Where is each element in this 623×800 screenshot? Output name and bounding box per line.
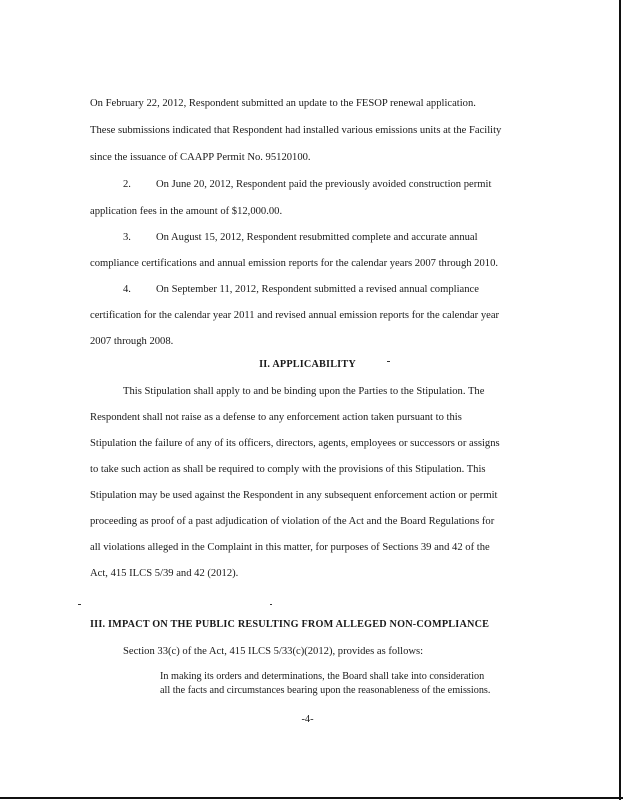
section-heading-applicability: II. APPLICABILITY [259,359,356,370]
paragraph-line: Section 33(c) of the Act, 415 ILCS 5/33(c)(2012), provides as follows: [123,646,424,657]
scan-speck [387,361,390,362]
paragraph-line: On February 22, 2012, Respondent submitted an update to the FESOP renewal application. [90,98,476,109]
paragraph-line: Act, 415 ILCS 5/39 and 42 (2012). [90,568,239,579]
paragraph-line: since the issuance of CAAPP Permit No. 95120100. [90,152,311,163]
page-number: -4- [301,714,314,725]
item-text: On August 15, 2012, Respondent resubmitted complete and accurate annual [156,232,478,243]
numbered-item-3 [123,231,535,244]
item-number: 3. [123,232,131,243]
block-quote-line: In making its orders and determinations, the Board shall take into consideration [160,671,485,682]
scan-speck [270,604,272,605]
paragraph-line: Stipulation may be used against the Respondent in any subsequent enforcement action or permit [90,490,498,501]
paragraph-line: certification for the calendar year 2011 and revised annual emission reports for the calendar year [90,310,500,321]
scan-border-right [619,0,621,800]
numbered-item-4 [123,283,535,296]
section-heading-impact: III. IMPACT ON THE PUBLIC RESULTING FROM ALLEGED NON-COMPLIANCE [90,619,490,630]
paragraph-line: 2007 through 2008. [90,336,174,347]
paragraph-line: Respondent shall not raise as a defense to any enforcement action taken pursuant to this [90,412,462,423]
item-text: On June 20, 2012, Respondent paid the previously avoided construction permit [156,179,492,190]
paragraph-line: application fees in the amount of $12,000.00. [90,206,283,217]
paragraph-line: compliance certifications and annual emission reports for the calendar years 2007 through 2010. [90,258,499,269]
item-text: On September 11, 2012, Respondent submitted a revised annual compliance [156,284,479,295]
paragraph-line: all violations alleged in the Complaint in this matter, for purposes of Sections 39 and 42 of the [90,542,490,553]
paragraph-line: This Stipulation shall apply to and be binding upon the Parties to the Stipulation. The [123,386,485,397]
paragraph-line: These submissions indicated that Respondent had installed various emissions units at the Facility [90,125,502,136]
scan-speck [78,604,81,605]
paragraph-line: proceeding as proof of a past adjudication of violation of the Act and the Board Regulations for [90,516,495,527]
item-number: 4. [123,284,131,295]
paragraph-line: Stipulation the failure of any of its officers, directors, agents, employees or successors or assigns [90,438,500,449]
paragraph-line: to take such action as shall be required to comply with the provisions of this Stipulation. This [90,464,486,475]
scan-border-bottom [0,797,623,799]
numbered-item-2 [123,178,535,191]
item-number: 2. [123,179,131,190]
block-quote-line: all the facts and circumstances bearing upon the reasonableness of the emissions. [160,685,491,696]
